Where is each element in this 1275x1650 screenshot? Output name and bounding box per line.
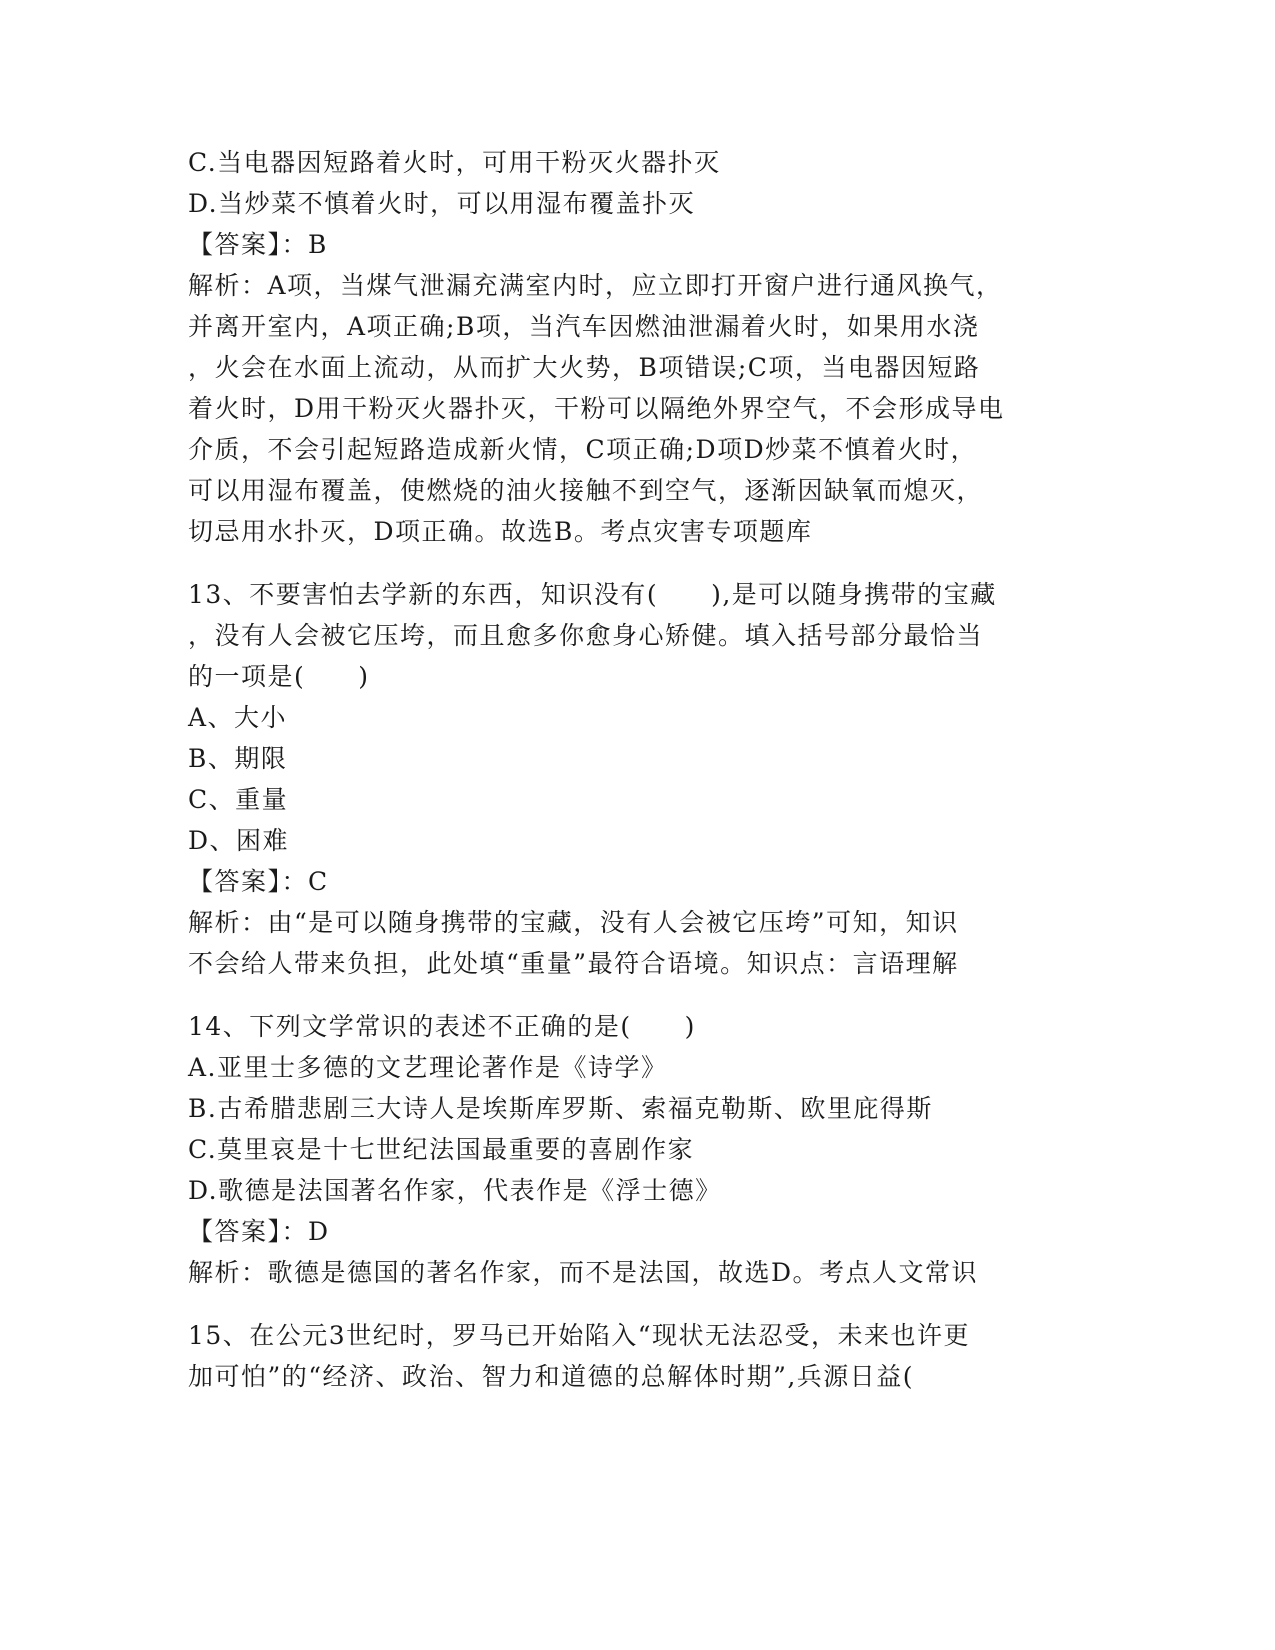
- q12-explanation-line: 着火时，D用干粉灭火器扑灭，干粉可以隔绝外界空气，不会形成导电: [188, 394, 1005, 423]
- q14-option-b: B.古希腊悲剧三大诗人是埃斯库罗斯、索福克勒斯、欧里庇得斯: [188, 1094, 933, 1123]
- q14-option-d: D.歌德是法国著名作家，代表作是《浮士德》: [188, 1176, 722, 1205]
- q13-option-d: D、困难: [188, 826, 290, 855]
- q12-option-d: D.当炒菜不慎着火时，可以用湿布覆盖扑灭: [188, 189, 696, 218]
- q13-option-b: B、期限: [188, 744, 288, 773]
- q12-explanation-line: 解析：A项，当煤气泄漏充满室内时，应立即打开窗户进行通风换气，: [188, 271, 1003, 300]
- q12-explanation-line: 切忌用水扑灭，D项正确。故选B。考点灾害专项题库: [188, 517, 813, 546]
- q13-explanation-line: 不会给人带来负担，此处填“重量”最符合语境。知识点：言语理解: [188, 949, 959, 978]
- q12-explanation-line: ，火会在水面上流动，从而扩大火势，B项错误;C项，当电器因短路: [188, 353, 981, 382]
- q12-explanation-line: 可以用湿布覆盖，使燃烧的油火接触不到空气，逐渐因缺氧而熄灭，: [188, 476, 984, 505]
- q15-stem-line: 15、在公元3世纪时，罗马已开始陷入“现状无法忍受，未来也许更: [188, 1321, 971, 1350]
- q14-answer: 【答案】：D: [188, 1217, 330, 1246]
- q12-option-c: C.当电器因短路着火时，可用干粉灭火器扑灭: [188, 148, 721, 177]
- q14-stem: 14、下列文学常识的表述不正确的是( ): [188, 1012, 696, 1041]
- q12-explanation-line: 并离开室内，A项正确;B项，当汽车因燃油泄漏着火时，如果用水浇: [188, 312, 980, 341]
- q13-option-a: A、大小: [188, 703, 288, 732]
- q14-option-c: C.莫里哀是十七世纪法国最重要的喜剧作家: [188, 1135, 695, 1164]
- q12-explanation-line: 介质，不会引起短路造成新火情，C项正确;D项D炒菜不慎着火时，: [188, 435, 978, 464]
- q13-explanation-line: 解析：由“是可以随身携带的宝藏，没有人会被它压垮”可知，知识: [188, 908, 959, 937]
- q13-answer: 【答案】：C: [188, 867, 329, 896]
- q14-explanation: 解析：歌德是德国的著名作家，而不是法国，故选D。考点人文常识: [188, 1258, 979, 1287]
- q15-stem-line: 加可怕”的“经济、政治、智力和道德的总解体时期”,兵源日益(: [188, 1362, 915, 1391]
- q14-option-a: A.亚里士多德的文艺理论著作是《诗学》: [188, 1053, 668, 1082]
- q13-option-c: C、重量: [188, 785, 289, 814]
- q13-stem-line: 13、不要害怕去学新的东西，知识没有( ),是可以随身携带的宝藏: [188, 580, 997, 609]
- q13-stem-line: 的一项是( ): [188, 662, 370, 691]
- q13-stem-line: ，没有人会被它压垮，而且愈多你愈身心矫健。填入括号部分最恰当: [188, 621, 984, 650]
- q12-answer: 【答案】：B: [188, 230, 328, 259]
